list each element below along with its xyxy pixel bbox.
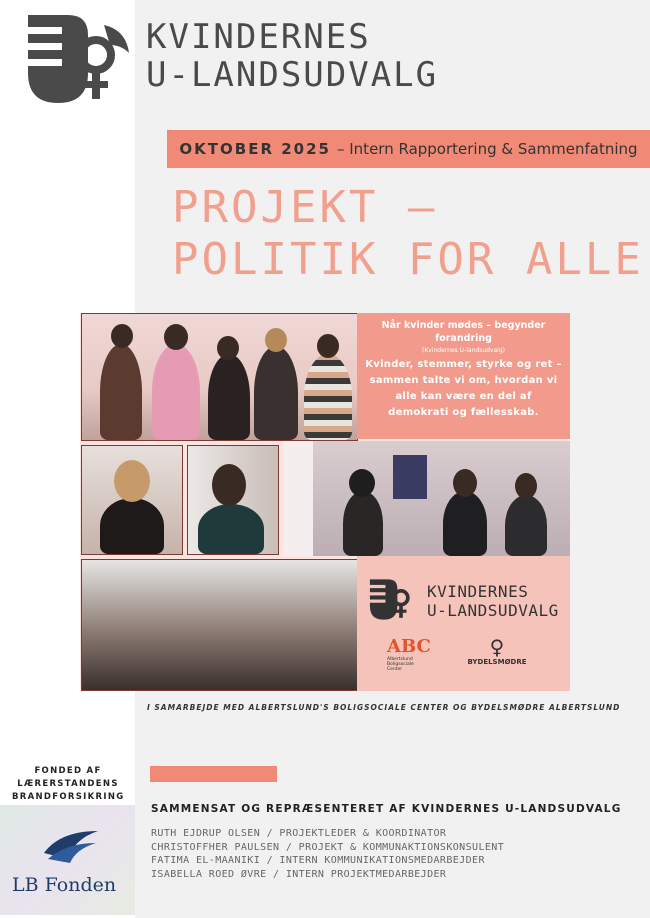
lb-fonden-logo [0,805,135,915]
kvindernes-logo-icon [26,15,131,105]
wall-painting [393,455,427,499]
wave-icon [40,825,102,865]
person-figure [254,346,298,440]
audience-photo [81,559,358,691]
person-head [317,334,339,358]
bydels-text: BYDELSMØDRE [467,658,527,666]
person-head [111,324,133,348]
person-head [349,469,375,497]
torn-paper-edge [283,441,313,556]
team-title: SAMMENSAT OG REPRÆSENTERET AF KVINDERNES U-LANDSUDVALG [151,803,622,815]
org-name [146,18,438,94]
person-figure [304,354,352,440]
person-figure [505,495,547,556]
funder-label [12,765,124,804]
person-head [515,473,537,499]
team-member: RUTH EJDRUP OLSEN / PROJEKTLEDER & KOORDINATOR [151,828,447,839]
person-figure [343,491,383,556]
speaker-photo [81,445,183,555]
person-head [453,469,477,497]
title-line2: POLITIK FOR ALLE [172,234,644,285]
person-head [114,460,150,502]
team-member: FATIMA EL-MAANIKI / INTERN KOMMUNIKATIONSMEDARBEJDER [151,855,485,866]
quote-box [357,313,570,439]
speaker-photo [187,445,279,555]
logo-panel [357,556,570,691]
team-member: CHRISTOFFHER PAULSEN / PROJEKT & KOMMUNAKTIONSKONSULENT [151,841,505,853]
quote-body: Kvinder, stemmer, styrke og ret – sammen talte vi om, hvordan vi alle kan være en del af demokrati og fællesskab. [365,359,562,418]
quote-source: (Kvindernes U-landsudvalg) [422,347,505,354]
quote-title: Når kvinder mødes – begynder forandring [381,320,546,344]
abc-mark: ABC [387,636,431,657]
accent-bar [150,766,277,782]
person-figure [100,344,142,440]
photo-collage [80,313,570,691]
person-figure [152,344,200,440]
banner-subtitle: – Intern Rapportering & Sammenfatning [336,140,638,158]
bydelsmodre-logo [467,636,527,666]
lb-fonden-text: LB Fonden [12,874,117,896]
person-figure [208,354,250,440]
person-head [217,336,239,360]
logo-panel-line2: U-LANDSUDVALG [427,601,559,620]
team-list [151,827,504,881]
person-head [164,324,188,350]
org-name-line1: KVINDERNES [146,17,371,57]
group-photo [81,313,358,441]
person-figure [443,491,487,556]
report-banner [167,130,650,168]
partner-line: I SAMARBEJDE MED ALBERTSLUND'S BOLIGSOCIALE CENTER OG BYDELSMØDRE ALBERTSLUND [147,703,621,712]
banner-date: OKTOBER 2025 [179,140,331,158]
abc-text: Albertslund Boligsociale Center [387,657,414,672]
title-line1: PROJEKT – [172,182,438,233]
team-member: ISABELLA ROED ØVRE / INTERN PROJEKTMEDARBEJDER [151,868,447,880]
org-name-line2: U-LANDSUDVALG [146,55,439,95]
panel-photo [283,441,570,556]
funder-label-line1: FONDED AF [34,766,102,776]
person-head [265,328,287,352]
person-figure [198,504,264,554]
person-head [212,464,246,506]
funder-label-line3: BRANDFORSIKRING [12,792,125,802]
female-symbol-icon: ♀ [489,635,505,659]
page-title [172,182,644,286]
person-figure [100,498,164,554]
funder-label-line2: LÆRERSTANDENS [17,779,119,789]
abc-logo [387,636,431,676]
kvindernes-logo-icon [369,578,417,622]
logo-panel-line1: KVINDERNES [427,582,529,601]
logo-panel-org-name [427,582,559,620]
